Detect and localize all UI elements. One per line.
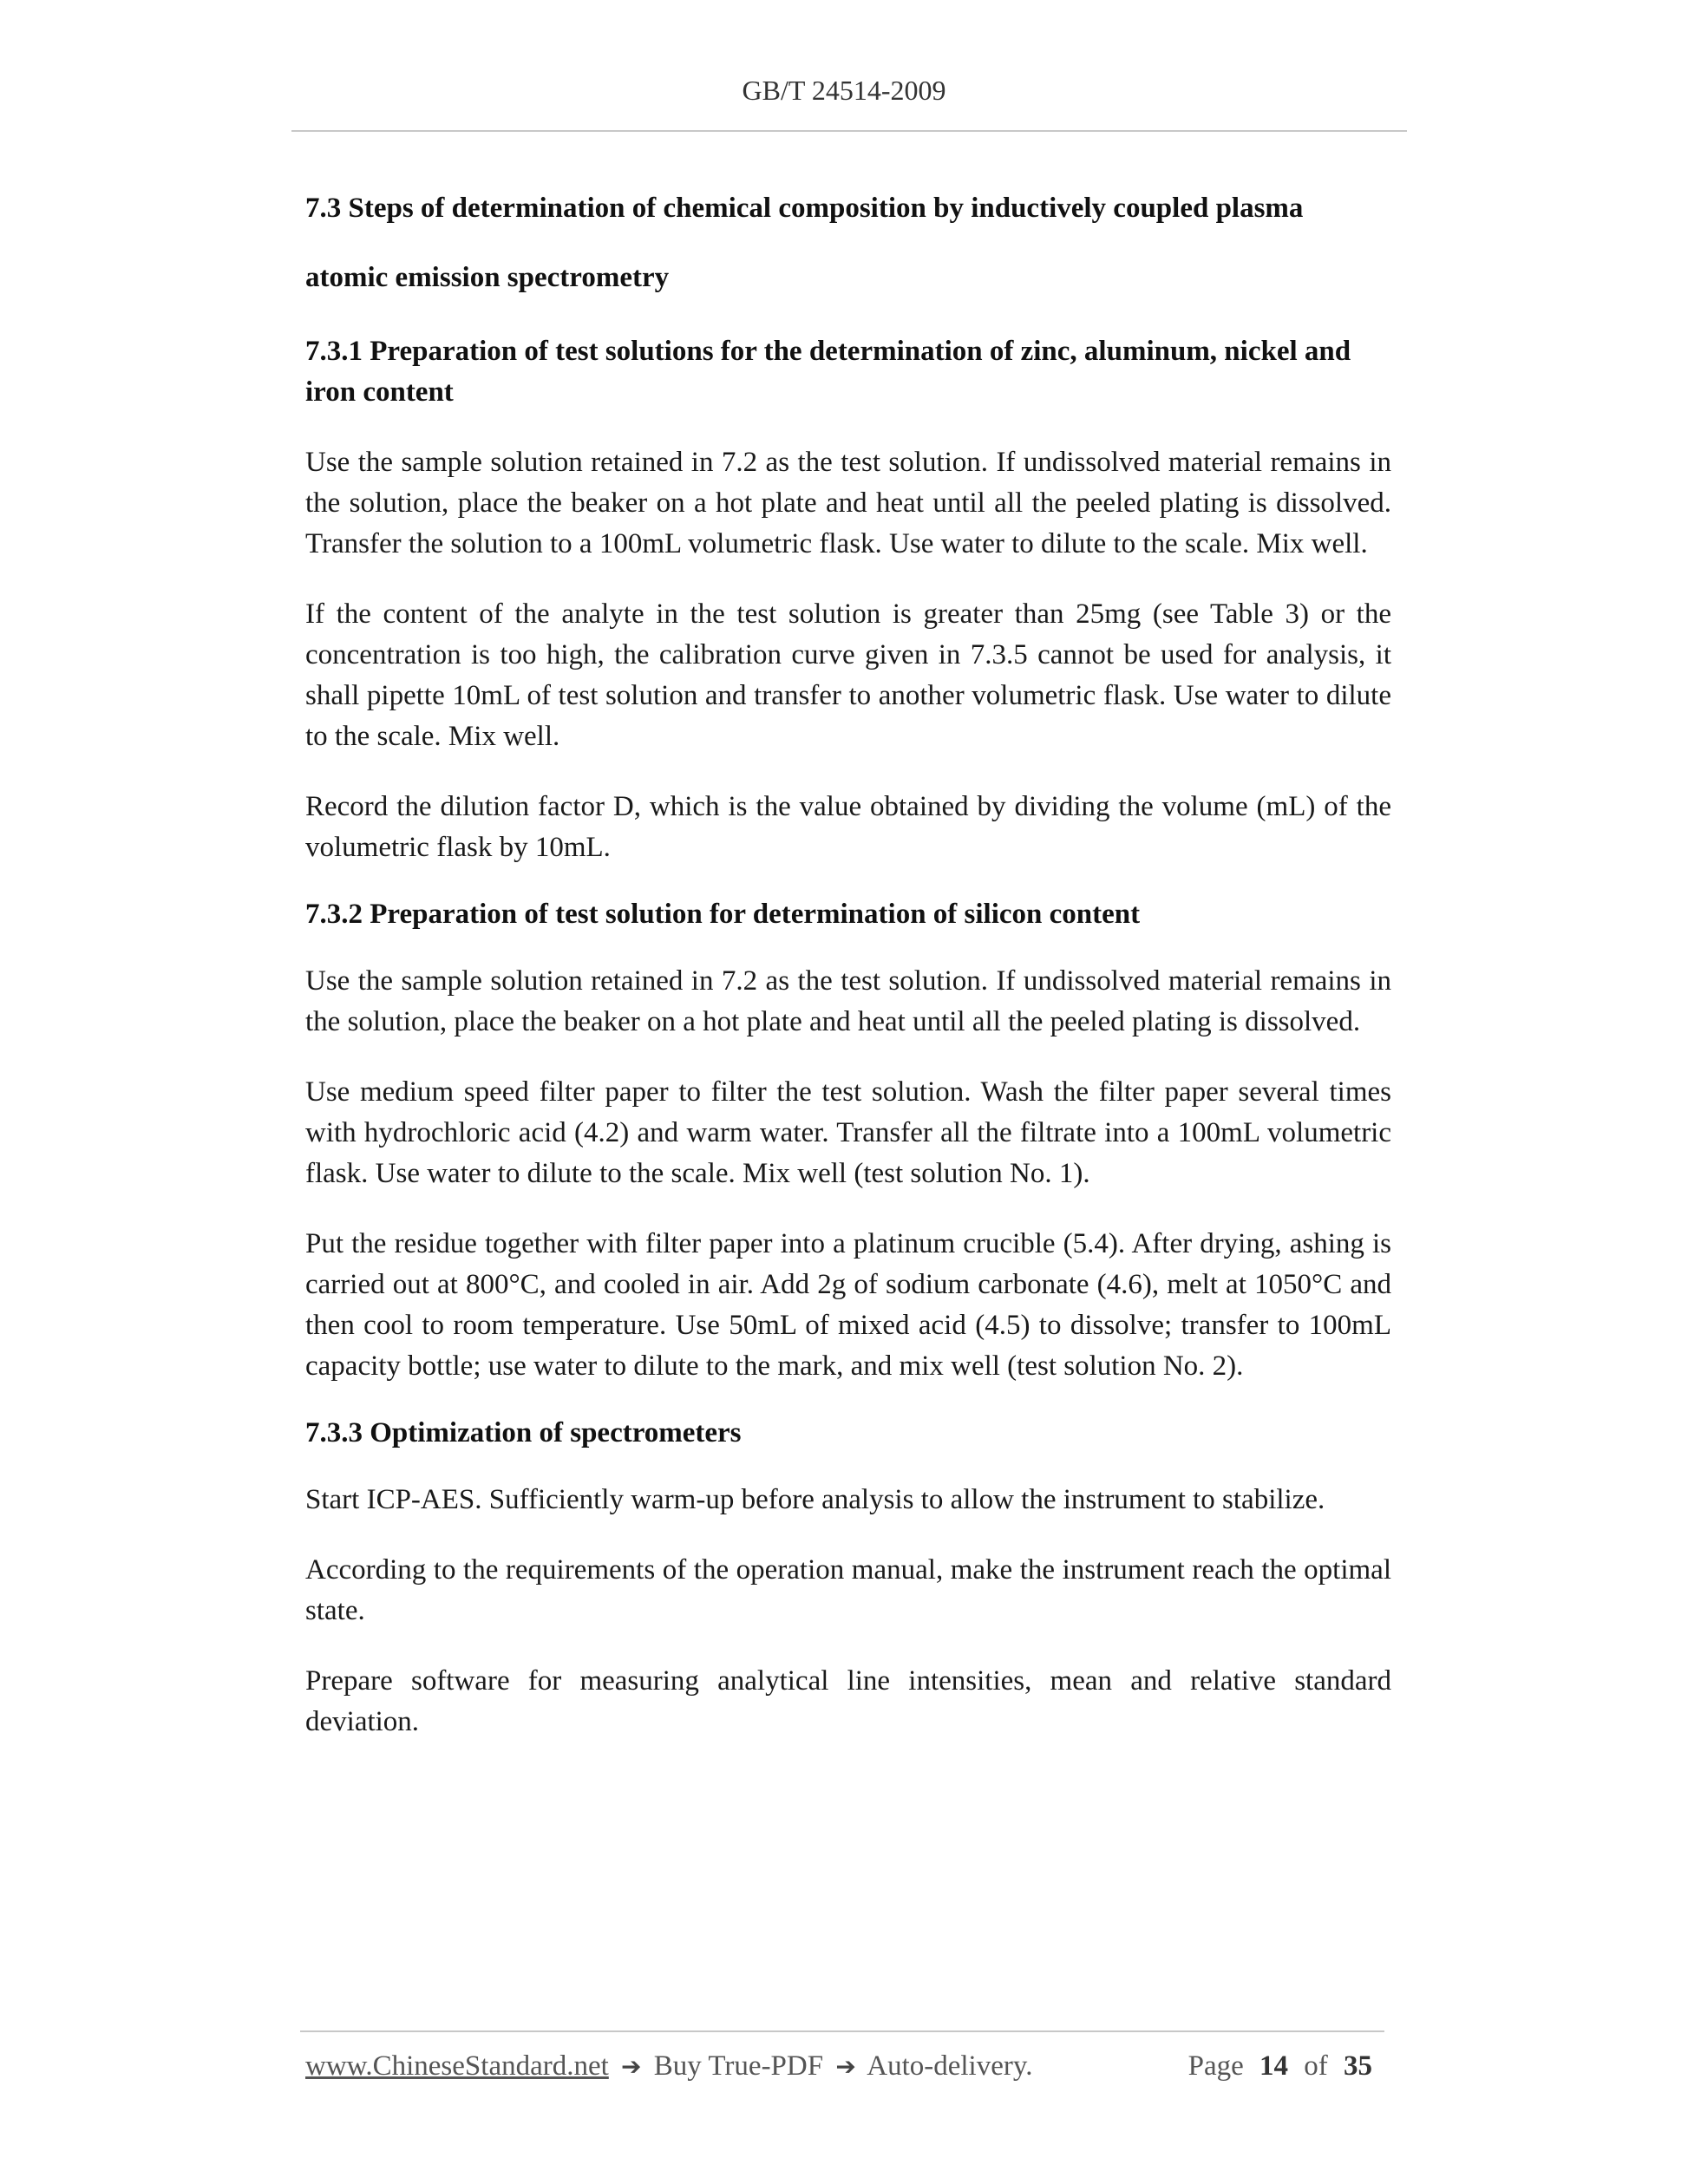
paragraph: Use the sample solution retained in 7.2 as the test solution. If undissolved material remains in the solution, place the beaker on a hot plate and heat until all the peeled plating is dissolved. [305, 965, 1391, 1037]
of-label: of [1304, 2050, 1328, 2082]
subsection-title-7-3-2: 7.3.2 Preparation of test solution for determination of silicon content [305, 899, 1141, 930]
arrow-right-icon: ➔ [835, 2052, 856, 2081]
page-header [0, 75, 1688, 107]
subsection-title-7-3-3: 7.3.3 Optimization of spectrometers [305, 1417, 742, 1448]
section-title-line-1: 7.3 Steps of determination of chemical composition by inductively coupled plasma [305, 193, 1304, 224]
site-link[interactable]: www.ChineseStandard.net [305, 2050, 609, 2082]
document-body [305, 173, 1391, 1743]
page-footer [305, 2050, 1381, 2083]
current-page-number: 14 [1259, 2050, 1288, 2082]
section-title [305, 173, 1391, 312]
paragraph: Prepare software for measuring analytical line intensities, mean and relative standard deviation. [305, 1665, 1391, 1737]
arrow-right-icon: ➔ [621, 2052, 642, 2081]
section-title-line-2: atomic emission spectrometry [305, 262, 670, 293]
paragraph: According to the requirements of the operation manual, make the instrument reach the optimal state. [305, 1554, 1391, 1626]
standard-code: GB/T 24514-2009 [742, 75, 946, 106]
paragraph: If the content of the analyte in the test solution is greater than 25mg (see Table 3) or the concentration is too high, the calibration curve given in 7.3.5 cannot be used for analysis, it shall pipette 10mL of test solution and transfer to another volumetric flask. Use water to dilute to the scale. Mix well. [305, 598, 1391, 752]
subsection-title-7-3-1: 7.3.1 Preparation of test solutions for the determination of zinc, aluminum, nickel and iron content [305, 336, 1351, 408]
delivery-text: Auto-delivery. [867, 2050, 1033, 2082]
header-divider [291, 130, 1407, 132]
page-indicator [1188, 2050, 1381, 2083]
footer-promo [305, 2050, 1032, 2083]
paragraph: Use medium speed filter paper to filter the test solution. Wash the filter paper several times with hydrochloric acid (4.2) and warm water. Transfer all the filtrate into a 100mL volumetric flask. Use water to dilute to the scale. Mix well (test solution No. 1). [305, 1076, 1391, 1189]
footer-divider [300, 2030, 1384, 2032]
total-pages-number: 35 [1344, 2050, 1372, 2082]
page-label: Page [1187, 2050, 1244, 2082]
buy-text: Buy True-PDF [653, 2050, 824, 2082]
paragraph: Put the residue together with filter paper into a platinum crucible (5.4). After drying, ashing is carried out at 800°C, and cooled in air. Add 2g of sodium carbonate (4.6), melt at 1050°C and then cool to room temperature. Use 50mL of mixed acid (4.5) to dissolve; transfer to 100mL capacity bottle; use water to dilute to the mark, and mix well (test solution No. 2). [305, 1228, 1391, 1382]
paragraph: Use the sample solution retained in 7.2 as the test solution. If undissolved material remains in the solution, place the beaker on a hot plate and heat until all the peeled plating is dissolved. Transfer the solution to a 100mL volumetric flask. Use water to dilute to the scale. Mix well. [305, 447, 1391, 559]
paragraph: Record the dilution factor D, which is the value obtained by dividing the volume (mL) of the volumetric flask by 10mL. [305, 791, 1391, 863]
paragraph: Start ICP-AES. Sufficiently warm-up before analysis to allow the instrument to stabilize. [305, 1484, 1325, 1515]
